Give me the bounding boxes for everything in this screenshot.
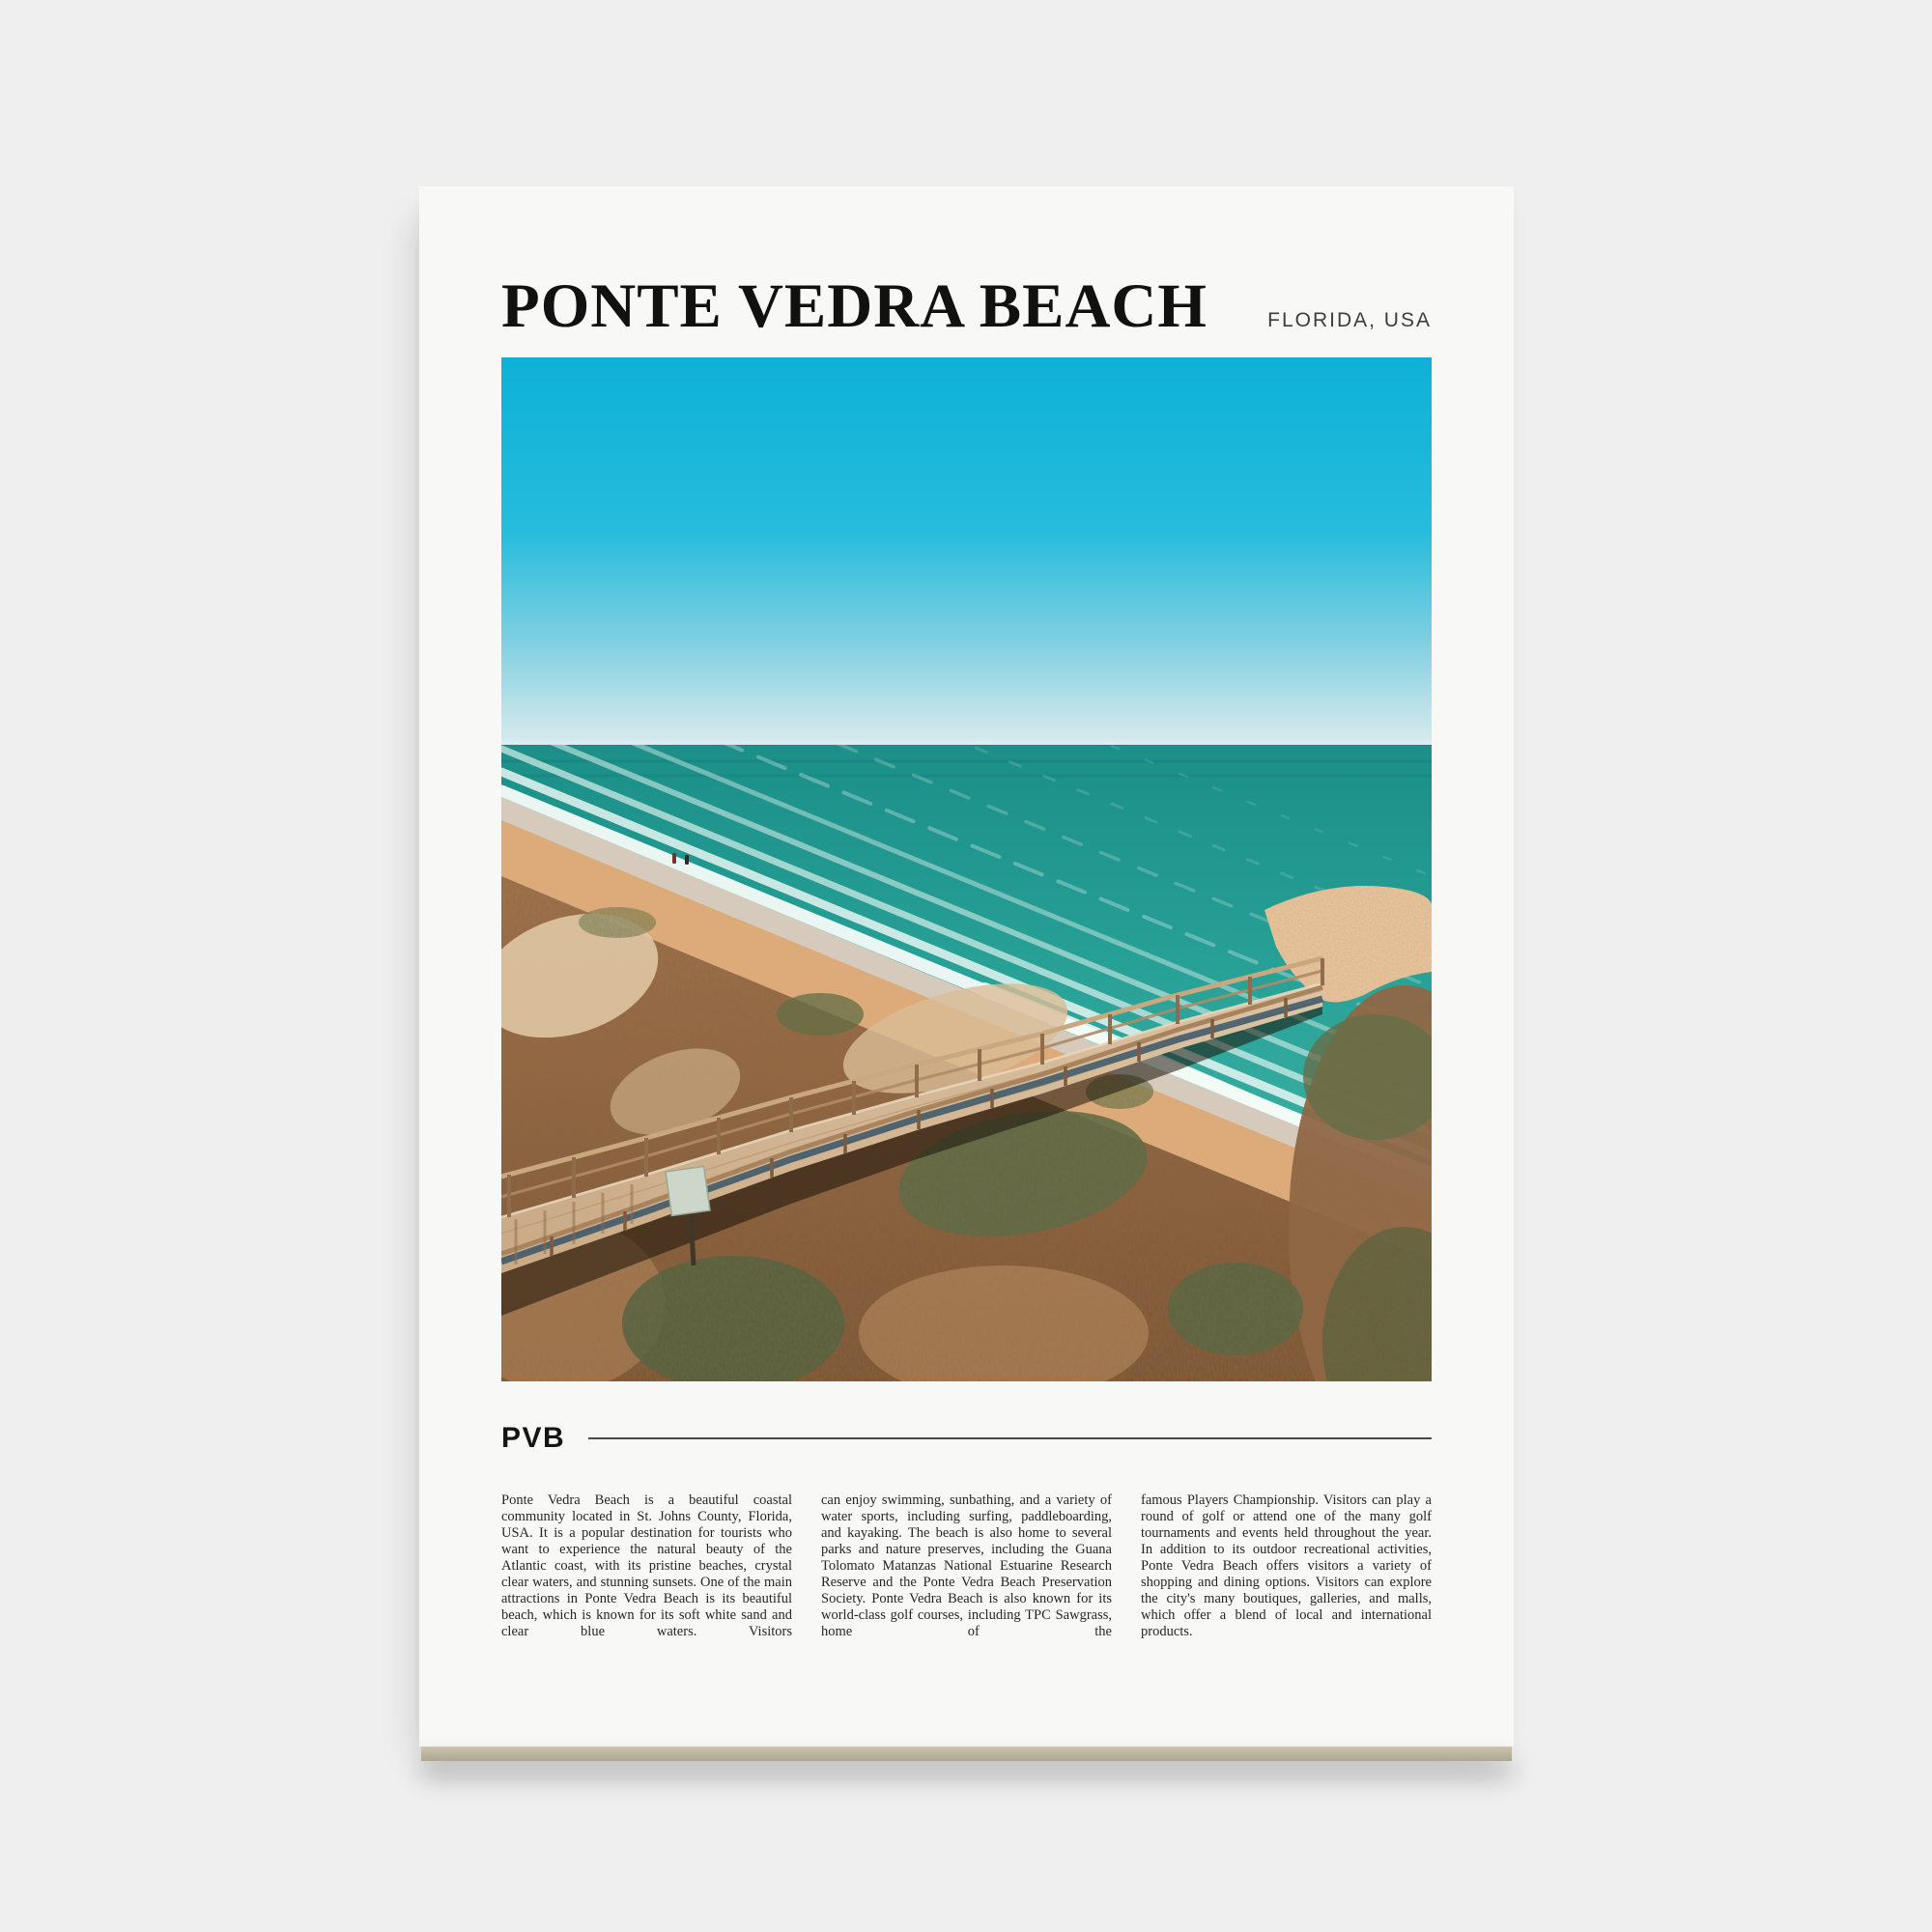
poster-header <box>501 271 1432 341</box>
abbreviation-label: PVB <box>501 1422 566 1454</box>
poster-title: PONTE VEDRA BEACH <box>501 271 1208 341</box>
description-column-3: famous Players Championship. Visitors can play a round of golf or attend one of the many golf tournaments and events held throughout the year. In addition to its outdoor recreational activities, Ponte Vedra Beach offers visitors a variety of shopping and dining options. Visitors can explore the city's many boutiques, galleries, and malls, which offer a blend of local and international products. <box>1141 1492 1432 1639</box>
beach-photo-illustration <box>501 357 1432 1381</box>
beach-photo <box>501 357 1432 1381</box>
divider-line <box>588 1437 1432 1439</box>
abbreviation-row <box>501 1424 1432 1453</box>
description-column-1: Ponte Vedra Beach is a beautiful coastal community located in St. Johns County, Florida, USA. It is a popular destination for tourists who want to experience the natural beauty of the Atlantic coast, with its pristine beaches, crystal clear waters, and stunning sunsets. One of the main attractions in Ponte Vedra Beach is its beautiful beach, which is known for its soft white sand and clear blue waters. Visitors <box>501 1492 792 1639</box>
travel-poster <box>419 186 1514 1747</box>
description-column-2: can enjoy swimming, sunbathing, and a variety of water sports, including surfing, paddleboarding, and kayaking. The beach is also home to several parks and nature preserves, including the Guana Tolomato Matanzas National Estuarine Research Reserve and the Ponte Vedra Beach Preservation Society. Ponte Vedra Beach is also known for its world-class golf courses, including TPC Sawgrass, home of the <box>821 1492 1112 1639</box>
description-columns <box>501 1478 1432 1654</box>
sky <box>501 357 1432 747</box>
location-label: FLORIDA, USA <box>1267 309 1432 331</box>
